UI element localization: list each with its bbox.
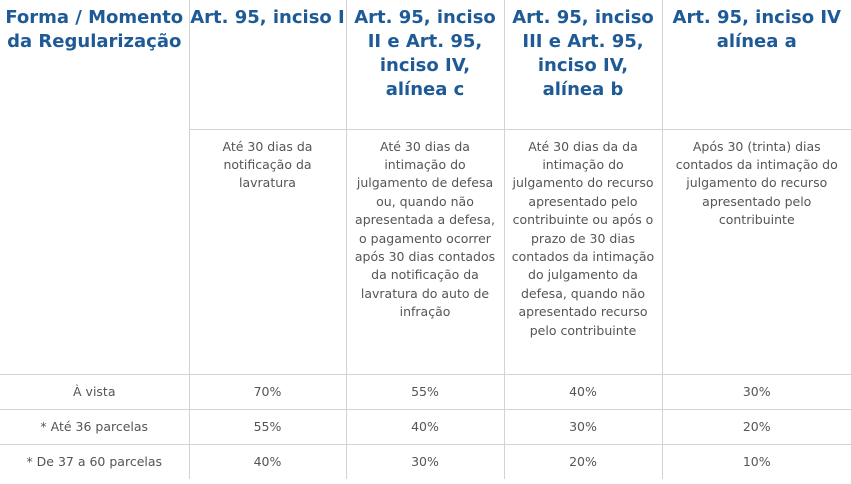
header-row bbox=[0, 0, 851, 129]
row-label: * Até 36 parcelas bbox=[0, 409, 189, 444]
description-text-inciso-iii: Até 30 dias da da intimação do julgamento do recurso apresentado pelo contribuinte ou após o prazo de 30 dias contados da intimação do julgamento da defesa, quando não apresentado recurso pelo contribuinte bbox=[511, 138, 655, 338]
description-empty-cell bbox=[0, 129, 189, 374]
table-cell: 55% bbox=[346, 374, 504, 409]
table-cell: 40% bbox=[346, 409, 504, 444]
table-row bbox=[0, 374, 851, 409]
description-cell bbox=[504, 129, 662, 374]
description-text-inciso-ii: Até 30 dias da intimação do julgamento de defesa ou, quando não apresentada a defesa, o pagamento ocorrer após 30 dias contados da notificação da lavratura do auto de infração bbox=[354, 138, 496, 320]
table-row bbox=[0, 409, 851, 444]
description-text-inciso-iv-a: Após 30 (trinta) dias contados da intimação do julgamento do recurso apresentado pelo contribuinte bbox=[675, 138, 838, 228]
table-row bbox=[0, 444, 851, 479]
description-row bbox=[0, 129, 851, 374]
table-cell: 40% bbox=[189, 444, 346, 479]
description-cell bbox=[189, 129, 346, 374]
row-label: À vista bbox=[0, 374, 189, 409]
header-art95-inciso-i: Art. 95, inciso I bbox=[189, 0, 346, 129]
header-art95-inciso-iv-a: Art. 95, inciso IV alínea a bbox=[662, 0, 851, 129]
table-cell: 10% bbox=[662, 444, 851, 479]
header-art95-inciso-iii: Art. 95, inciso III e Art. 95, inciso IV, alínea b bbox=[504, 0, 662, 129]
table-cell: 30% bbox=[504, 409, 662, 444]
table-cell: 70% bbox=[189, 374, 346, 409]
header-art95-inciso-ii: Art. 95, inciso II e Art. 95, inciso IV, alínea c bbox=[346, 0, 504, 129]
table-cell: 20% bbox=[662, 409, 851, 444]
table-cell: 55% bbox=[189, 409, 346, 444]
description-cell bbox=[346, 129, 504, 374]
row-label: * De 37 a 60 parcelas bbox=[0, 444, 189, 479]
header-forma-momento: Forma / Momento da Regularização bbox=[0, 0, 189, 129]
table-cell: 30% bbox=[662, 374, 851, 409]
table-cell: 40% bbox=[504, 374, 662, 409]
description-text-inciso-i: Até 30 dias da notificação da lavratura bbox=[222, 138, 313, 191]
description-cell bbox=[662, 129, 851, 374]
table-cell: 30% bbox=[346, 444, 504, 479]
table-cell: 20% bbox=[504, 444, 662, 479]
